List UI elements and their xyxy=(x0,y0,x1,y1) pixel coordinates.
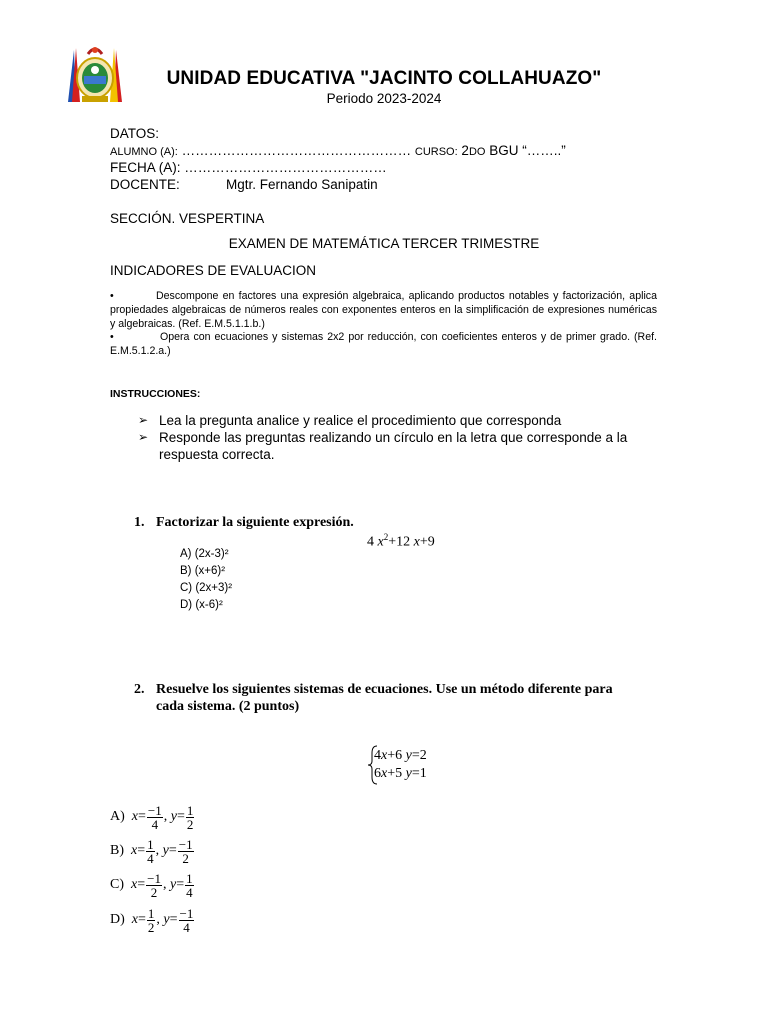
school-title: UNIDAD EDUCATIVA "JACINTO COLLAHUAZO" xyxy=(166,68,602,89)
question-2: 2. Resuelve los siguientes sistemas de ecuaciones. Use un método diferente para cada sistema. (2 puntos) xyxy=(134,682,613,714)
docente-value: Mgtr. Fernando Sanipatin xyxy=(226,177,378,192)
q1-option-c[interactable]: C) (2x+3)² xyxy=(180,582,233,594)
instruction-item: ➢ Lea la pregunta analice y realice el procedimiento que corresponda xyxy=(138,413,562,428)
instructions-heading: INSTRUCCIONES: xyxy=(110,388,201,400)
alumno-field[interactable]: …………………………………………… xyxy=(181,143,412,158)
q2-equation-1: 4x+6 y=2 xyxy=(374,748,427,763)
section-label: SECCIÓN. VESPERTINA xyxy=(110,211,265,226)
fecha-label: FECHA (A): xyxy=(110,160,181,175)
arrow-bullet-icon: ➢ xyxy=(138,430,149,444)
q1-expression: 4 $x^2+12$ x+9 xyxy=(367,532,435,550)
alumno-label: ALUMNO (A): xyxy=(110,146,178,158)
indicator-item: • Descompone en factores una expresión algebraica, aplicando productos notables y factorización, aplica propiedades algebraicas de números reales con exponentes enteros en la simplificación de expresiones numéricas y algebraicas. (Ref. E.M.5.1.1.b.) xyxy=(110,290,657,330)
docente-line xyxy=(110,177,378,192)
q1-option-d[interactable]: D) (x-6)² xyxy=(180,599,223,611)
school-period: Periodo 2023-2024 xyxy=(326,91,442,106)
fecha-line xyxy=(110,160,387,175)
q2-option-a[interactable]: A) x = $\frac{-1}{4}$ , y = $\frac{1}{2}$ xyxy=(110,802,194,832)
q2-option-c[interactable]: C) x = $\frac{-1}{2}$ , y = $\frac{1}{4}$ xyxy=(110,870,193,900)
curso-label: CURSO: xyxy=(414,146,458,158)
alumno-line xyxy=(110,143,566,158)
arrow-bullet-icon: ➢ xyxy=(138,413,149,427)
exam-title: EXAMEN DE MATEMÁTICA TERCER TRIMESTRE xyxy=(228,236,540,251)
instruction-item: ➢ Responde las preguntas realizando un círculo en la letra que corresponde a la respuesta correcta. xyxy=(138,430,628,462)
fecha-field[interactable]: ……………………………………… xyxy=(184,160,387,175)
q2-equation-2: 6x+5 y=1 xyxy=(374,766,427,781)
q1-option-b[interactable]: B) (x+6)² xyxy=(180,565,226,577)
datos-heading: DATOS: xyxy=(110,126,160,141)
curso-value: 2DO BGU “……..” xyxy=(461,143,566,158)
q2-option-b[interactable]: B) x = $\frac{1}{4}$ , y = $\frac{-1}{2}$ xyxy=(110,836,193,866)
indicator-item: • Opera con ecuaciones y sistemas 2x2 por reducción, con coeficientes enteros y de primer grado. (Ref. E.M.5.1.2.a.) xyxy=(110,331,657,357)
q1-option-a[interactable]: A) (2x-3)² xyxy=(180,548,229,560)
docente-label: DOCENTE: xyxy=(110,177,180,192)
question-1: 1. Factorizar la siguiente expresión. xyxy=(134,515,354,530)
indicators-heading: INDICADORES DE EVALUACION xyxy=(110,263,317,278)
q2-option-d[interactable]: D) x = $\frac{1}{2}$ , y = $\frac{-1}{4}$ xyxy=(110,905,194,935)
